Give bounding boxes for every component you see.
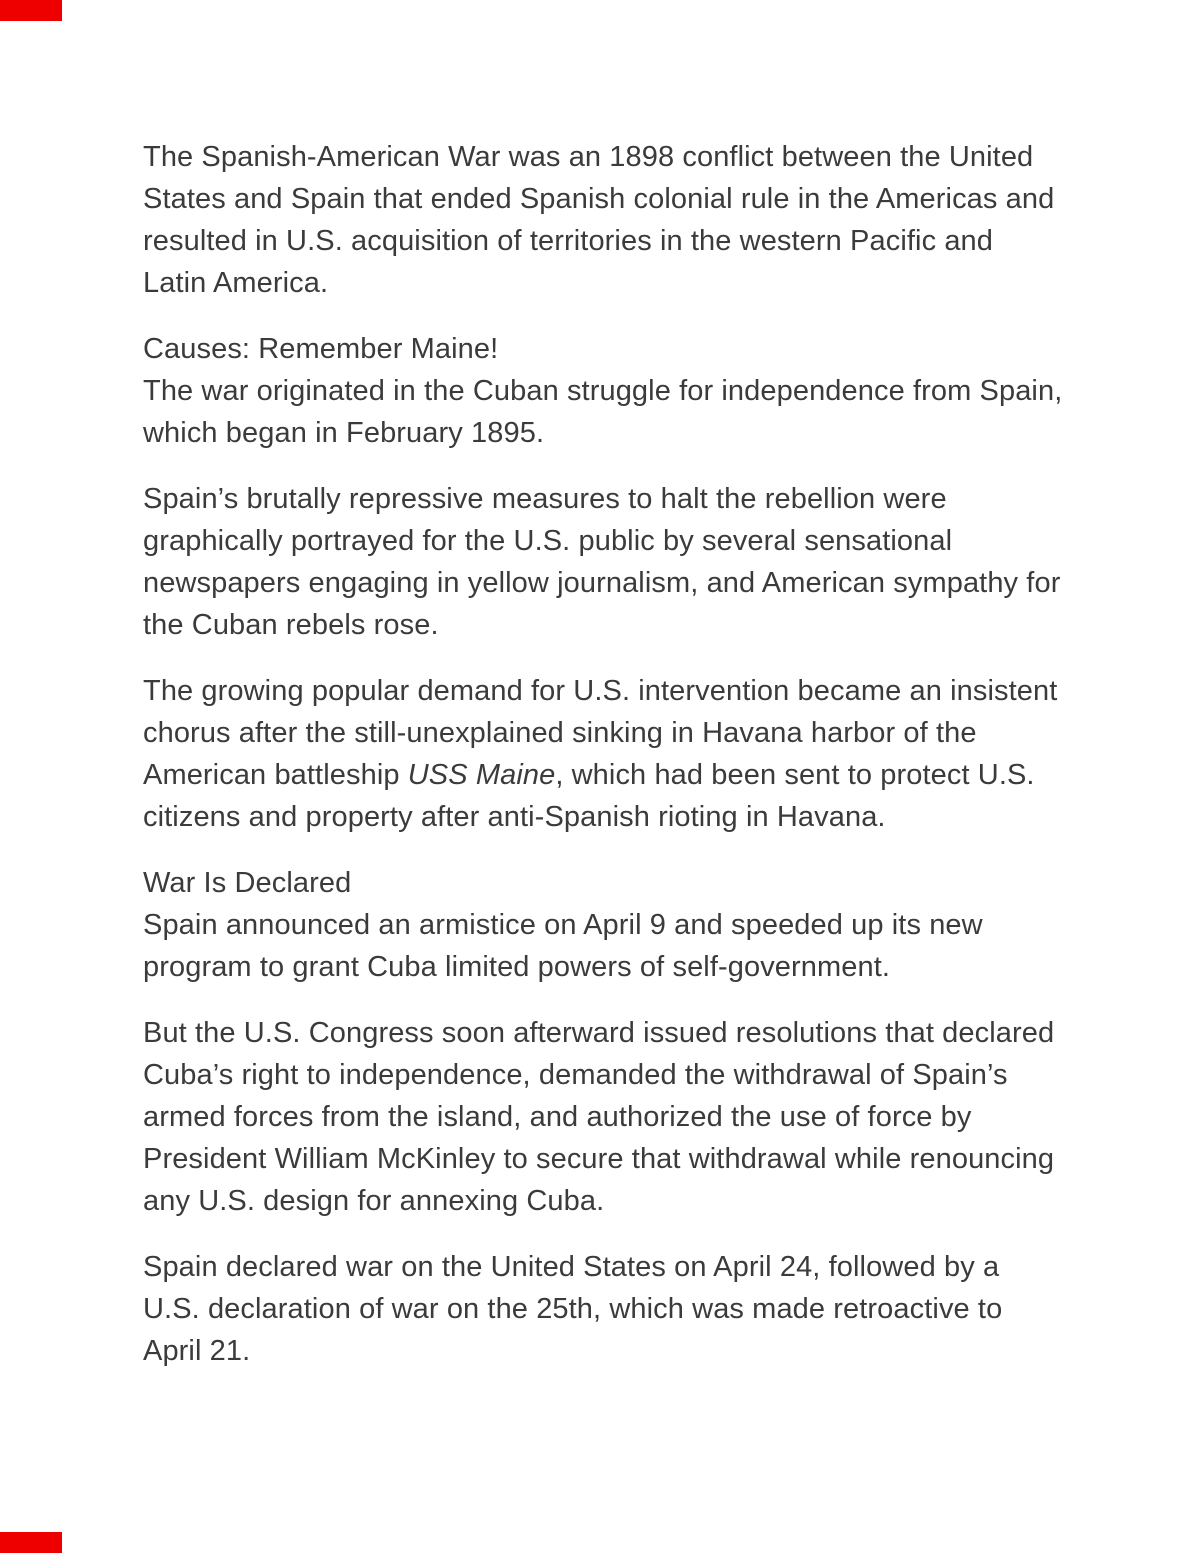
article-text	[143, 136, 1063, 1396]
paragraph	[143, 478, 1063, 646]
paragraph	[143, 1012, 1063, 1222]
text-run: But the U.S. Congress soon afterward issued resolutions that declared Cuba’s right to independence, demanded the withdrawal of Spain’s armed forces from the island, and authorized the use of force by President William McKinley to secure that withdrawal while renouncing any U.S. design for annexing Cuba.	[143, 1017, 1055, 1217]
text-run: Spain declared war on the United States on April 24, followed by a U.S. declaration of war on the 25th, which was made retroactive to April 21.	[143, 1251, 1003, 1367]
page-corner-marker-bottom-left	[0, 1532, 62, 1553]
page-corner-marker-top-left	[0, 0, 62, 21]
text-run: War Is Declared	[143, 867, 352, 899]
paragraph	[143, 328, 1063, 454]
text-run: The growing popular demand for U.S. intervention became an insistent chorus after the still-unexplained sinking in Havana harbor of the American battleship	[143, 675, 1058, 791]
text-run: The war originated in the Cuban struggle for independence from Spain, which began in February 1895.	[143, 375, 1063, 449]
text-run: The Spanish-American War was an 1898 conflict between the United States and Spain that ended Spanish colonial rule in the Americas and resulted in U.S. acquisition of territories in the western Pacific and Latin America.	[143, 141, 1055, 299]
paragraph	[143, 670, 1063, 838]
text-run: Spain announced an armistice on April 9 and speeded up its new program to grant Cuba limited powers of self-government.	[143, 909, 983, 983]
paragraph	[143, 862, 1063, 988]
text-run: , which had been sent to protect U.S. citizens and property after anti-Spanish rioting in Havana.	[143, 759, 1035, 833]
text-run: Causes: Remember Maine!	[143, 333, 499, 365]
paragraph	[143, 1246, 1063, 1372]
text-run: Spain’s brutally repressive measures to halt the rebellion were graphically portrayed for the U.S. public by several sensational newspapers engaging in yellow journalism, and American sympathy for the Cuban rebels rose.	[143, 483, 1061, 641]
italic-text-run: USS Maine	[407, 759, 556, 791]
paragraph	[143, 136, 1063, 304]
